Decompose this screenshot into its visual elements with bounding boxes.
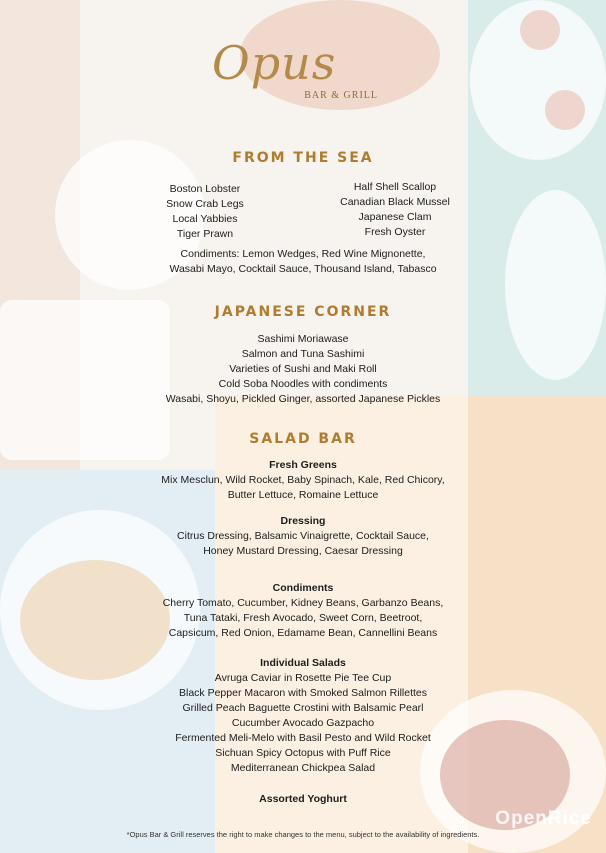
menu-item: Boston Lobster (169, 183, 241, 195)
menu-item: Avruga Caviar in Rosette Pie Tee Cup (214, 672, 392, 684)
sea-condiments (0, 247, 606, 277)
menu-item: Snow Crab Legs (166, 198, 244, 210)
menu-item: Varieties of Sushi and Maki Roll (229, 363, 377, 375)
menu-item: Cherry Tomato, Cucumber, Kidney Beans, Garbanzo Beans, (162, 597, 444, 609)
subsection-heading: Dressing (280, 515, 326, 527)
menu-item: Butter Lettuce, Romaine Lettuce (227, 489, 379, 501)
menu-item: Sichuan Spicy Octopus with Puff Rice (215, 747, 391, 759)
japanese-items (0, 332, 606, 407)
menu-item: Black Pepper Macaron with Smoked Salmon Rillettes (178, 687, 428, 699)
logo-subtitle: BAR & GRILL (304, 90, 378, 101)
menu-item: Cucumber Avocado Gazpacho (231, 717, 375, 729)
menu-item: Grilled Peach Baguette Crostini with Balsamic Pearl (182, 702, 424, 714)
menu-item: Citrus Dressing, Balsamic Vinaigrette, Cocktail Sauce, (177, 530, 429, 542)
menu-item: Sashimi Moriawase (257, 333, 349, 345)
menu-item: Tuna Tataki, Fresh Avocado, Sweet Corn, Beetroot, (183, 612, 423, 624)
footnote: *Opus Bar & Grill reserves the right to make changes to the menu, subject to the availability of ingredients. (126, 830, 480, 839)
condiments-line: Condiments: Lemon Wedges, Red Wine Mignonette, (180, 248, 426, 260)
menu-item: Salmon and Tuna Sashimi (241, 348, 365, 360)
logo (200, 36, 400, 106)
menu-item: Cold Soba Noodles with condiments (218, 378, 388, 390)
salad-condiments (0, 581, 606, 641)
subsection-heading: Fresh Greens (269, 459, 337, 471)
subsection-heading: Condiments (272, 582, 334, 594)
menu-item: Wasabi, Shoyu, Pickled Ginger, assorted Japanese Pickles (165, 393, 441, 405)
watermark-logo: OpenRice (495, 808, 592, 829)
menu-item: Half Shell Scallop (353, 181, 437, 193)
salad-dressing (0, 514, 606, 559)
section-title-salad: SALAD BAR (249, 431, 357, 447)
menu-item: Honey Mustard Dressing, Caesar Dressing (203, 545, 403, 557)
menu-item: Mediterranean Chickpea Salad (230, 762, 376, 774)
subsection-heading: Individual Salads (260, 657, 346, 669)
menu-item: Fresh Oyster (364, 226, 426, 238)
menu-item: Canadian Black Mussel (340, 196, 450, 208)
section-title-japanese: JAPANESE CORNER (214, 304, 392, 320)
subsection-heading: Assorted Yoghurt (259, 793, 347, 805)
menu-item: Tiger Prawn (176, 228, 234, 240)
logo-word: Opus (212, 36, 337, 90)
section-title-sea: FROM THE SEA (232, 150, 374, 166)
condiments-line: Wasabi Mayo, Cocktail Sauce, Thousand Island, Tabasco (169, 263, 437, 275)
menu-item: Mix Mesclun, Wild Rocket, Baby Spinach, Kale, Red Chicory, (161, 474, 445, 486)
sea-right-column (320, 180, 470, 240)
salad-individual (0, 656, 606, 776)
menu-item: Capsicum, Red Onion, Edamame Bean, Cannellini Beans (168, 627, 438, 639)
salad-greens (0, 458, 606, 503)
menu-item: Japanese Clam (358, 211, 432, 223)
menu-item: Local Yabbies (172, 213, 238, 225)
salad-yoghurt (0, 792, 606, 807)
menu-item: Fermented Meli-Melo with Basil Pesto and Wild Rocket (175, 732, 431, 744)
sea-left-column (150, 182, 260, 242)
